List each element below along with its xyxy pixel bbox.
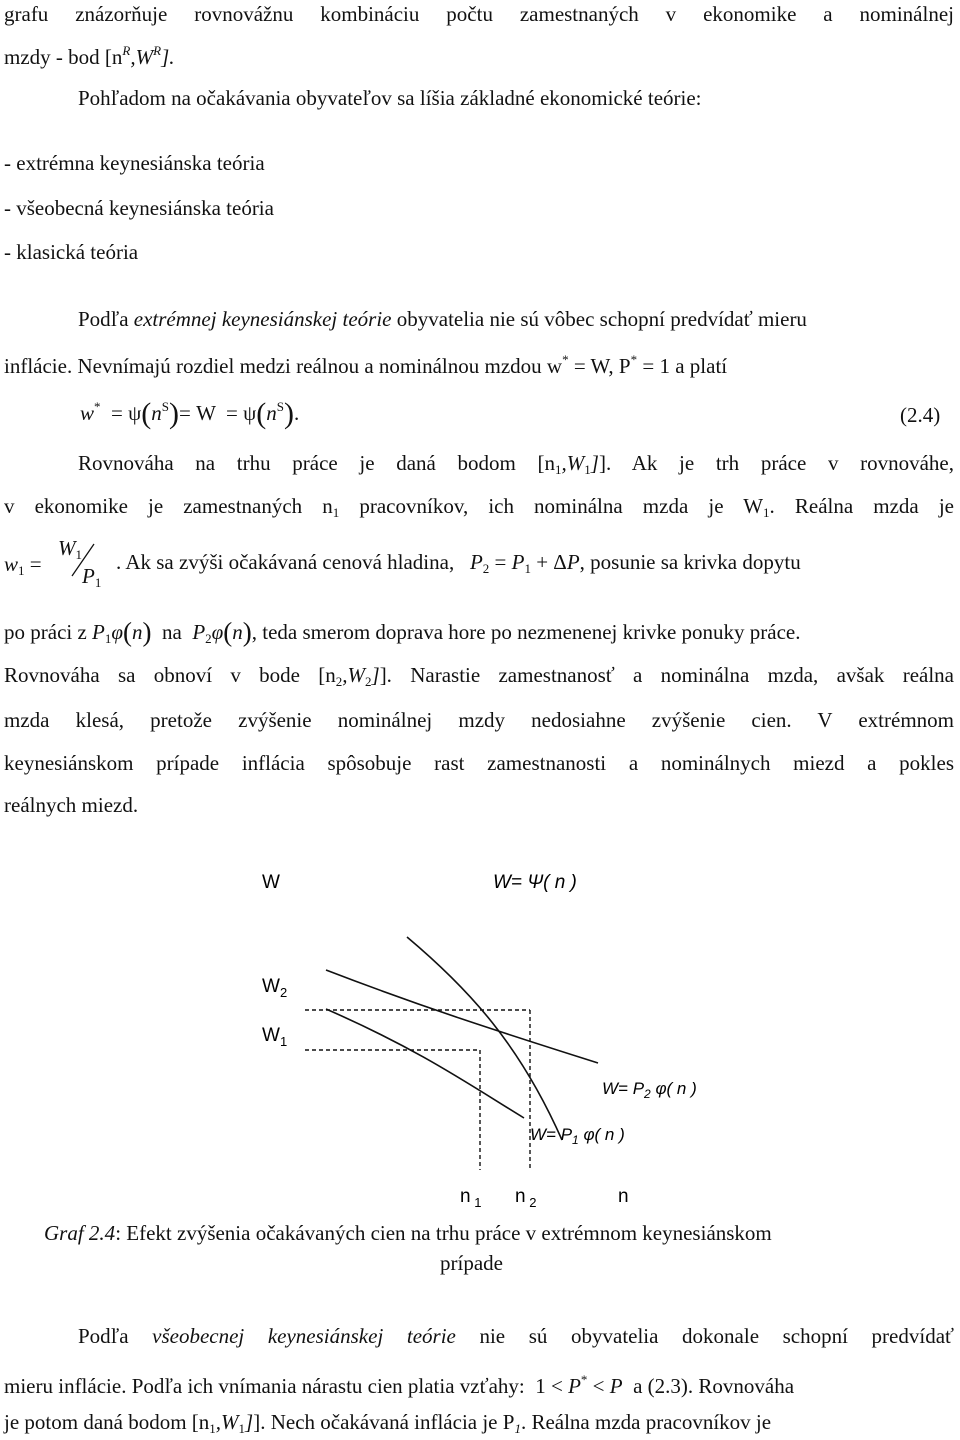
list-item: - extrémna keynesiánska teória [4,151,265,175]
list-item: - klasická teória [4,240,139,264]
real-wage-formula: $w_1$ = [4,552,42,578]
labor-market-graph [0,850,960,1220]
supply-curve-label: W= Ψ( n ) [493,872,577,893]
demand-curve-2 [326,970,598,1063]
equation-2-4: $w^* = \psi(n^S)= W = \psi(n^S)$. [80,397,300,430]
demand-curve-1-label: $W= P_1$ φ( n ) [530,1125,625,1147]
paragraph-new-equilibrium-line-2: mzda klesá, pretože zvýšenie nominálnej mzdy nedosiahne zvýšenie cien. V extrémnom [4,708,954,732]
paragraph-extreme-line-2: inflácie. Nevnímajú rozdiel medzi reálnou a nominálnou mzdou w* = W, P* = 1 a platí [4,352,728,378]
paragraph-new-equilibrium-line-1: Rovnováha sa obnoví v bode $[n_2,W_2]$]. Narastie zamestnanosť a nominálna mzda, avšak reálna [4,663,954,689]
n1-label: n $_1$ [460,1186,482,1210]
demand-curve-2-label: $W= P_2$ φ( n ) [602,1079,697,1101]
paragraph-line-1: grafu znázorňuje rovnovážnu kombináciu počtu zamestnaných v ekonomike a nominálnej [4,2,954,26]
paragraph-shift-line: po práci z $P_1\varphi(n)$ na $P_2\varphi(n)$, teda smerom doprava hore po nezmenenej krivke ponuky práce. [4,617,801,647]
paragraph-price-line: . Ak sa zvýši očakávaná cenová hladina, $P_2 = P_1 + \Delta P$, posunie sa krivka dopytu [116,550,801,576]
figure-caption-line-2: prípade [440,1251,503,1275]
paragraph-new-equilibrium-line-4: reálnych miezd. [4,793,139,817]
paragraph-equilibrium-line-1: Rovnováha na trhu práce je daná bodom $[n_1,W_1]$]. Ak je trh práce v rovnováhe, [78,451,954,477]
theories-intro: Pohľadom na očakávania obyvateľov sa líšia základné ekonomické teórie: [78,86,702,110]
x-axis-label: n [618,1186,629,1207]
paragraph-line-2: mzdy - bod $[n^R,W^R]$. [4,43,175,69]
supply-curve [407,937,562,1140]
paragraph-equilibrium-line-2: v ekonomike je zamestnaných $n_1$ pracovníkov, ich nominálna mzda je $W_1$. Reálna mzda je [4,494,954,520]
list-item: - všeobecná keynesiánska teória [4,196,274,220]
figure-caption-line-1: Graf 2.4: Efekt zvýšenia očakávaných cien na trhu práce v extrémnom keynesiánskom [44,1221,772,1245]
paragraph-general-line-3: je potom daná bodom $[n_1,W_1]$]. Nech očakávaná inflácia je $P_1$. Reálna mzda pracovníkov je [4,1410,772,1436]
y-axis-label: W [262,872,280,893]
n2-label: n $_2$ [515,1186,537,1210]
paragraph-new-equilibrium-line-3: keynesiánskom prípade inflácia spôsobuje rast zamestnanosti a nominálnych miezd a pokles [4,751,954,775]
w2-label: $W_2$ [262,976,288,1000]
paragraph-extreme-line-1: Podľa extrémnej keynesiánskej teórie obyvatelia nie sú vôbec schopní predvídať mieru [78,307,807,331]
paragraph-general-line-1: Podľa všeobecnej keynesiánskej teórie nie sú obyvatelia dokonale schopní predvídať [78,1324,954,1348]
w1-label: $W_1$ [262,1025,288,1049]
paragraph-general-line-2: mieru inflácie. Podľa ich vnímania nárastu cien platia vzťahy: 1 < P* < P a (2.3). Rovnováha [4,1372,795,1398]
equation-number: (2.4) [900,403,941,427]
